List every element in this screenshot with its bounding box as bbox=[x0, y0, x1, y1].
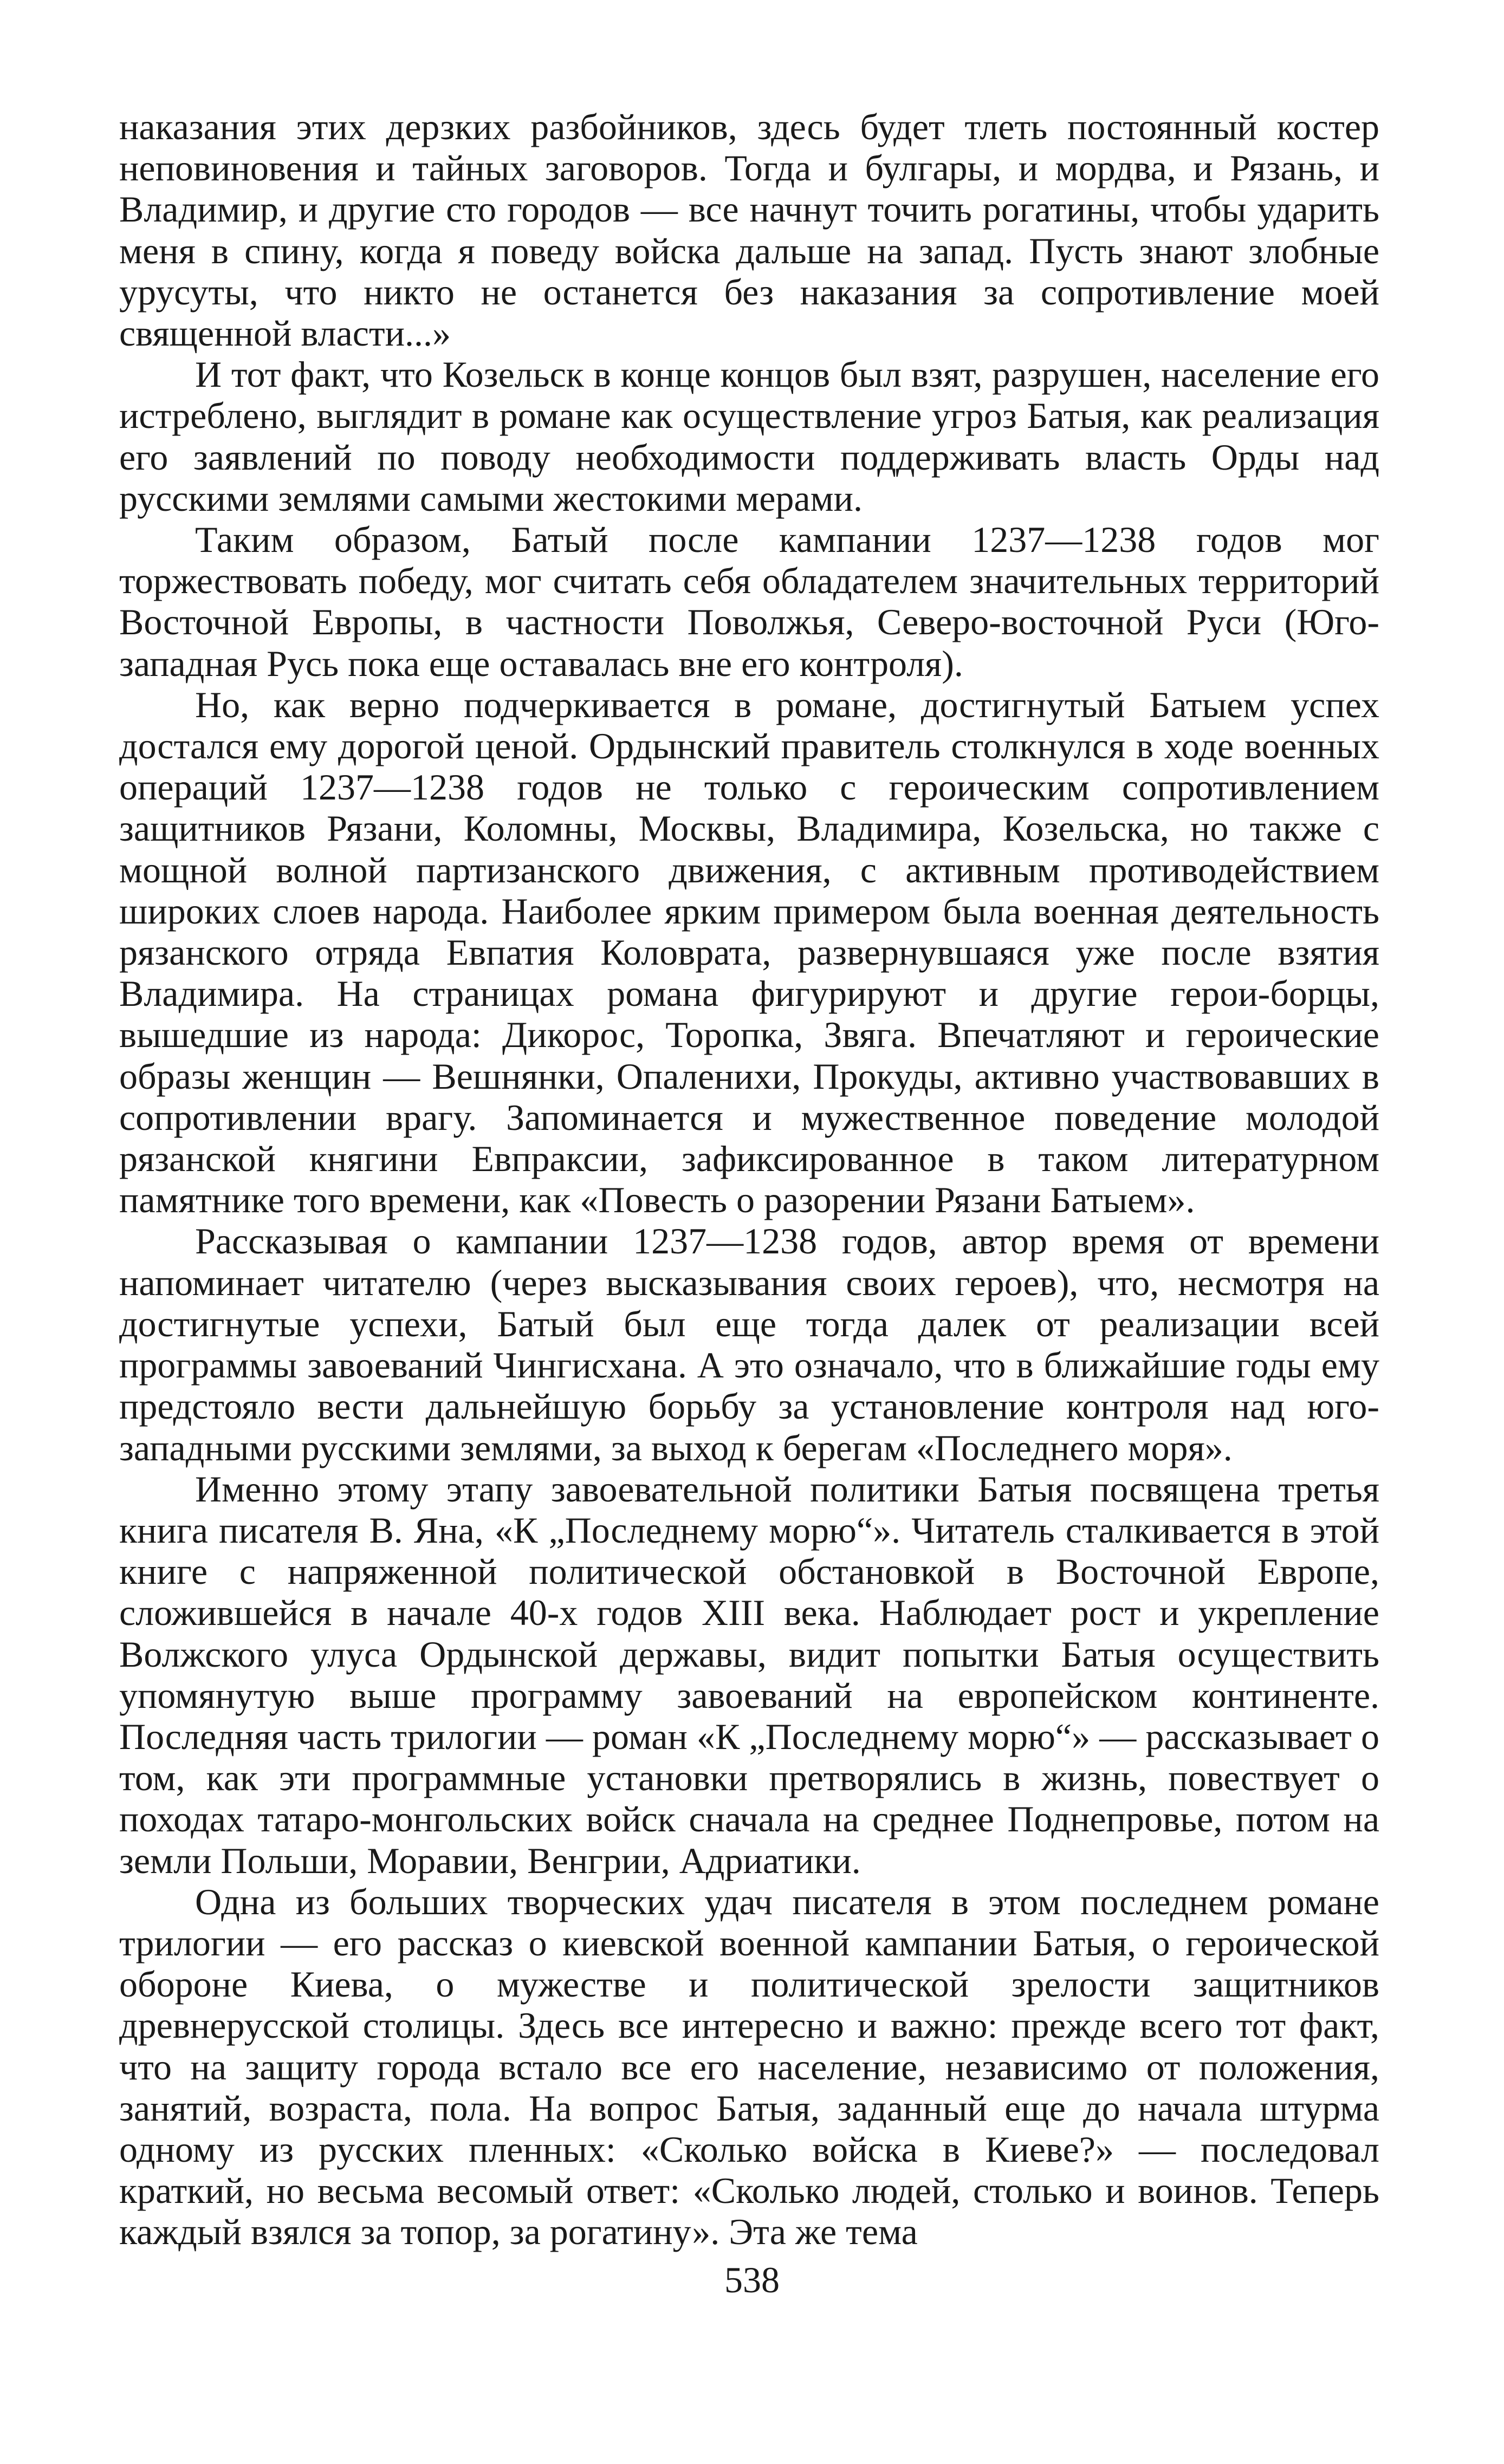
paragraph: Рассказывая о кампании 1237—1238 годов, автор время от времени напоминает читателю (через высказывания своих героев), что, несмотря на достигнутые успехи, Батый был еще тогда далек от реализации всей программы завоеваний Чингисхана. А это означало, что в ближайшие годы ему предстояло вести дальнейшую борьбу за установление контроля над юго-западными русскими землями, за выход к берегам «Последнего моря». bbox=[119, 1220, 1379, 1468]
paragraph-continuation: наказания этих дерзких разбойников, здесь будет тлеть постоянный костер неповиновения и тайных заговоров. Тогда и булгары, и мордва, и Рязань, и Владимир, и другие сто городов — все начнут точить рогатины, чтобы ударить меня в спину, когда я поведу войска дальше на запад. Пусть знают злобные урусуты, что никто не останется без наказания за сопротивление моей священной власти...» bbox=[119, 106, 1379, 354]
paragraph: Одна из больших творческих удач писателя в этом последнем романе трилогии — его рассказ о киевской военной кампании Батыя, о героической обороне Киева, о мужестве и политической зрелости защитников древнерусской столицы. Здесь все интересно и важно: прежде всего тот факт, что на защиту города встало все его население, независимо от положения, занятий, возраста, пола. На вопрос Батыя, заданный еще до начала штурма одному из русских пленных: «Сколько войска в Киеве?» — последовал краткий, но весьма весомый ответ: «Сколько людей, столько и воинов. Теперь каждый взялся за топор, за рогатину». Эта же тема bbox=[119, 1881, 1379, 2253]
page-number: 538 bbox=[724, 2259, 780, 2300]
paragraph: Но, как верно подчеркивается в романе, достигнутый Батыем успех достался ему дорогой ценой. Ордынский правитель столкнулся в ходе военных операций 1237—1238 годов не только с героическим сопротивлением защитников Рязани, Коломны, Москвы, Владимира, Козельска, но также с мощной волной партизанского движения, с активным противодействием широких слоев народа. Наиболее ярким примером была военная деятельность рязанского отряда Евпатия Коловрата, развернувшаяся уже после взятия Владимира. На страницах романа фигурируют и другие герои-борцы, вышедшие из народа: Дикорос, Торопка, Звяга. Впечатляют и героические образы женщин — Вешнянки, Опаленихи, Прокуды, активно участвовавших в сопротивлении врагу. Запоминается и мужественное поведение молодой рязанской княгини Евпраксии, зафиксированное в таком литературном памятнике того времени, как «Повесть о разорении Рязани Батыем». bbox=[119, 684, 1379, 1221]
paragraph: И тот факт, что Козельск в конце концов был взят, разрушен, население его истреблено, выглядит в романе как осуществление угроз Батыя, как реализация его заявлений по поводу необходимости поддерживать власть Орды над русскими землями самыми жестокими мерами. bbox=[119, 354, 1379, 519]
paragraph: Таким образом, Батый после кампании 1237—1238 годов мог торжествовать победу, мог считать себя обладателем значительных территорий Восточной Европы, в частности Поволжья, Северо-восточной Руси (Юго-западная Русь пока еще оставалась вне его контроля). bbox=[119, 519, 1379, 684]
paragraph: Именно этому этапу завоевательной политики Батыя посвящена третья книга писателя В. Яна, «К „Последнему морю“». Читатель сталкивается в этой книге с напряженной политической обстановкой в Восточной Европе, сложившейся в начале 40-х годов XIII века. Наблюдает рост и укрепление Волжского улуса Ордынской державы, видит попытки Батыя осуществить упомянутую выше программу завоеваний на европейском континенте. Последняя часть трилогии — роман «К „Последнему морю“» — рассказывает о том, как эти программные установки претворялись в жизнь, повествует о походах татаро-монгольских войск сначала на среднее Поднепровье, потом на земли Польши, Моравии, Венгрии, Адриатики. bbox=[119, 1468, 1379, 1881]
body-text bbox=[119, 106, 1379, 2253]
